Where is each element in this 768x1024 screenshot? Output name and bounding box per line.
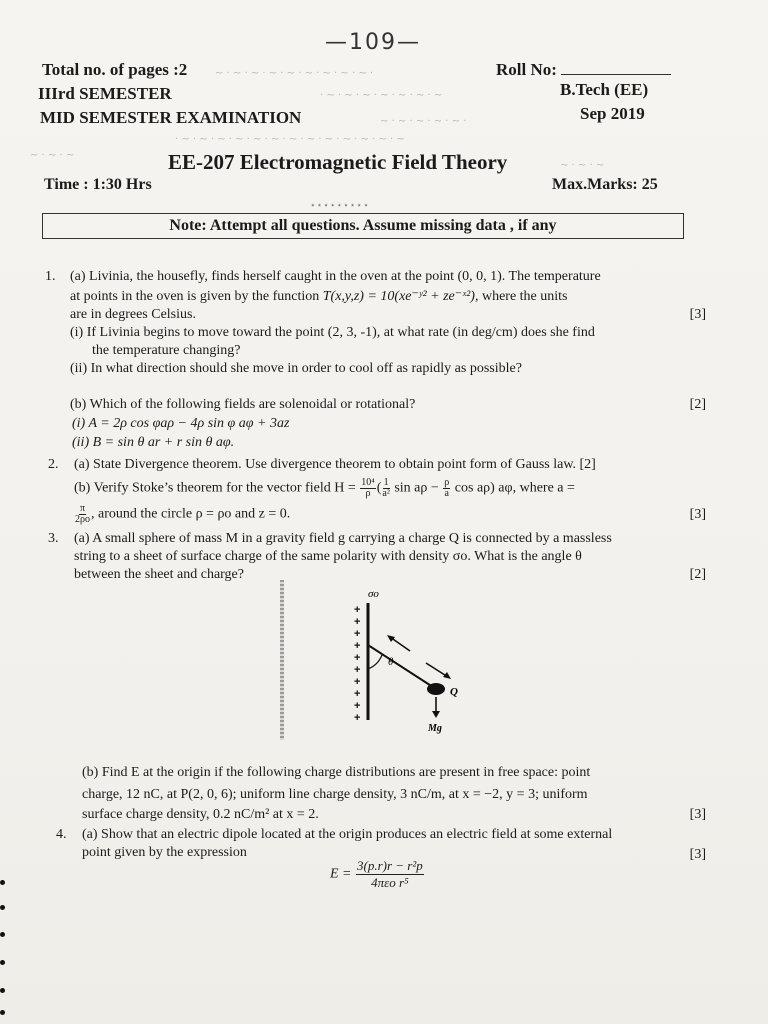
- q1a-text: at points in the oven is given by the function: [70, 289, 323, 304]
- q2b-text: (b) Verify Stoke’s theorem for the vector field H =: [74, 480, 360, 496]
- svg-text:+: +: [354, 700, 361, 712]
- binder-hole: [0, 880, 5, 885]
- bleed-through-text: ~ · ~ · ~ · ~ · ~ · ~ · ~ · ~ · ~ ·: [215, 68, 374, 79]
- frac-num: 10⁴: [361, 477, 375, 488]
- angle-arc: [368, 655, 382, 669]
- note-text: Note: Attempt all questions. Assume missing data , if any: [169, 217, 557, 234]
- frac-num: 1: [383, 477, 389, 488]
- marks-q2b: [3]: [689, 507, 706, 522]
- svg-text:+: +: [354, 628, 361, 640]
- q1a-line2: [70, 288, 568, 306]
- fraction: [75, 504, 90, 525]
- svg-text:+: +: [354, 664, 361, 676]
- eq-denominator: 4πεo r⁵: [371, 875, 409, 890]
- q1b: (b) Which of the following fields are solenoidal or rotational?: [70, 397, 416, 412]
- bleed-through-text: · ~ · ~ · ~ · ~ · ~ · ~ · ~: [320, 90, 443, 101]
- frac-num: ρ: [444, 477, 450, 488]
- frac-num: π: [79, 503, 86, 514]
- question-number: 1.: [45, 269, 56, 284]
- fraction: [360, 478, 376, 499]
- frac-den: 2ρo: [75, 514, 90, 525]
- marks-q3a: [2]: [689, 567, 706, 582]
- arrowhead: [387, 635, 395, 642]
- bleed-through-text: ~ · ~ · ~: [30, 150, 75, 161]
- charge-label: Q: [450, 686, 458, 698]
- binder-hole: [0, 932, 5, 937]
- max-marks: Max.Marks: 25: [552, 176, 658, 193]
- q3b-line2: charge, 12 nC, at P(2, 0, 6); uniform line charge density, 3 nC/m, at x = −2, y = 3; uniform: [82, 787, 588, 802]
- dipole-equation: [330, 858, 425, 891]
- charged-sphere: [427, 683, 445, 695]
- q1a-i-line1: (i) If Livinia begins to move toward the point (2, 3, -1), at what rate (in deg/cm) does she find: [70, 325, 595, 340]
- charged-sphere-figure: [340, 585, 490, 745]
- frac-den: a²: [382, 488, 390, 499]
- note-box: [42, 213, 684, 239]
- q4a-line1: (a) Show that an electric dipole located at the origin produces an electric field at some external: [82, 827, 613, 842]
- arrowhead: [443, 672, 451, 679]
- eq-numerator: 3(p.r)r − r²p: [357, 858, 423, 873]
- svg-text:+: +: [354, 604, 361, 616]
- stars-divider: ⋆⋆⋆⋆⋆⋆⋆⋆⋆: [310, 200, 370, 210]
- question-number: 2.: [48, 457, 59, 472]
- marks-q1a: [3]: [689, 307, 706, 322]
- question-number: 3.: [48, 531, 59, 546]
- roll-no-line: [561, 60, 671, 75]
- bleed-through-text: · ~ · ~ · ~ · ~ · ~ · ~ · ~ · ~ · ~ · ~ · ~ · ~ · ~: [175, 134, 405, 145]
- svg-text:+: +: [354, 640, 361, 652]
- svg-text:+: +: [354, 712, 361, 724]
- q2b-line2: [74, 504, 290, 525]
- marks-q1b: [2]: [689, 397, 706, 412]
- marks-q4a: [3]: [689, 847, 706, 862]
- q1a-line1: (a) Livinia, the housefly, finds herself caught in the oven at the point (0, 0, 1). The temperature: [70, 269, 601, 284]
- q1b-ii: (ii) B = sin θ ar + r sin θ aφ.: [72, 435, 235, 450]
- roll-no: [496, 60, 671, 80]
- question-number: 4.: [56, 827, 67, 842]
- q1a-line3: are in degrees Celsius.: [70, 307, 196, 322]
- exam-type: MID SEMESTER EXAMINATION: [40, 108, 302, 127]
- bleed-through-text: ~ · ~ · ~ · ~ · ~ ·: [380, 116, 467, 127]
- q1a-ii: (ii) In what direction should she move in order to cool off as rapidly as possible?: [70, 361, 522, 376]
- scan-artifact: [280, 580, 284, 740]
- roll-no-label: Roll No:: [496, 60, 557, 79]
- arrowhead: [432, 711, 440, 718]
- semester: IIIrd SEMESTER: [38, 84, 172, 103]
- q3a-line1: (a) A small sphere of mass M in a gravity field g carrying a charge Q is connected by a massless: [74, 531, 612, 546]
- marks-q3b: [3]: [689, 807, 706, 822]
- q2a: (a) State Divergence theorem. Use divergence theorem to obtain point form of Gauss law. [2]: [74, 457, 596, 472]
- svg-text:+: +: [354, 616, 361, 628]
- string: [368, 645, 436, 689]
- eq-fraction: [356, 858, 424, 891]
- q1a-text-end: , where the units: [474, 289, 568, 304]
- svg-text:+: +: [354, 652, 361, 664]
- binder-hole: [0, 1010, 5, 1015]
- handwritten-page-number: —109—: [325, 30, 421, 55]
- q3b-line3: surface charge density, 0.2 nC/m² at x = 2.: [82, 807, 319, 822]
- weight-label: Mg: [428, 723, 442, 734]
- session: Sep 2019: [580, 104, 645, 123]
- q3a-line2: string to a sheet of surface charge of the same polarity with density σo. What is the angle θ: [74, 549, 582, 564]
- total-pages: Total no. of pages :2: [42, 60, 188, 79]
- frac-den: ρ: [365, 488, 371, 499]
- program: B.Tech (EE): [560, 80, 649, 99]
- binder-hole: [0, 960, 5, 965]
- time-allowed: Time : 1:30 Hrs: [44, 176, 152, 193]
- theta-label: θ: [388, 656, 394, 668]
- q1b-i: (i) A = 2ρ cos φaρ − 4ρ sin φ aφ + 3az: [72, 416, 290, 431]
- q2b-text-mid: sin aρ −: [390, 480, 443, 496]
- binder-hole: [0, 988, 5, 993]
- sigma-label: σo: [368, 588, 379, 600]
- temperature-function: T(x,y,z) = 10(xe⁻ʸ² + ze⁻ˣ²): [322, 289, 475, 304]
- frac-den: a: [444, 488, 449, 499]
- svg-text:+: +: [354, 676, 361, 688]
- binder-hole: [0, 905, 5, 910]
- q3b-line1: (b) Find E at the origin if the following charge distributions are present in free space: point: [82, 765, 591, 780]
- q2b-text2: , around the circle ρ = ρo and z = 0.: [91, 506, 291, 522]
- course-title: EE-207 Electromagnetic Field Theory: [168, 150, 508, 174]
- q2b-line1: (b) Verify Stoke’s theorem for the vector field H = $\frac{\text{10⁴}}{\rho}$ ( $\frac{1}{\text{a²}}$ sin aρ − $\frac{\rho}{a}$ cos aρ) aφ, where a =: [74, 477, 575, 499]
- q2b-text-end: cos aρ) aφ, where a =: [451, 480, 575, 496]
- q4a-line2: point given by the expression: [82, 845, 247, 860]
- bleed-through-text: ~ · ~ · ~: [560, 160, 605, 171]
- q1a-i-line2: the temperature changing?: [92, 343, 241, 358]
- fraction: [382, 478, 389, 499]
- svg-text:+: +: [354, 688, 361, 700]
- eq-lhs: E =: [330, 866, 352, 882]
- fraction: [443, 478, 450, 499]
- q3a-line3: between the sheet and charge?: [74, 567, 244, 582]
- plus-signs: [354, 604, 360, 724]
